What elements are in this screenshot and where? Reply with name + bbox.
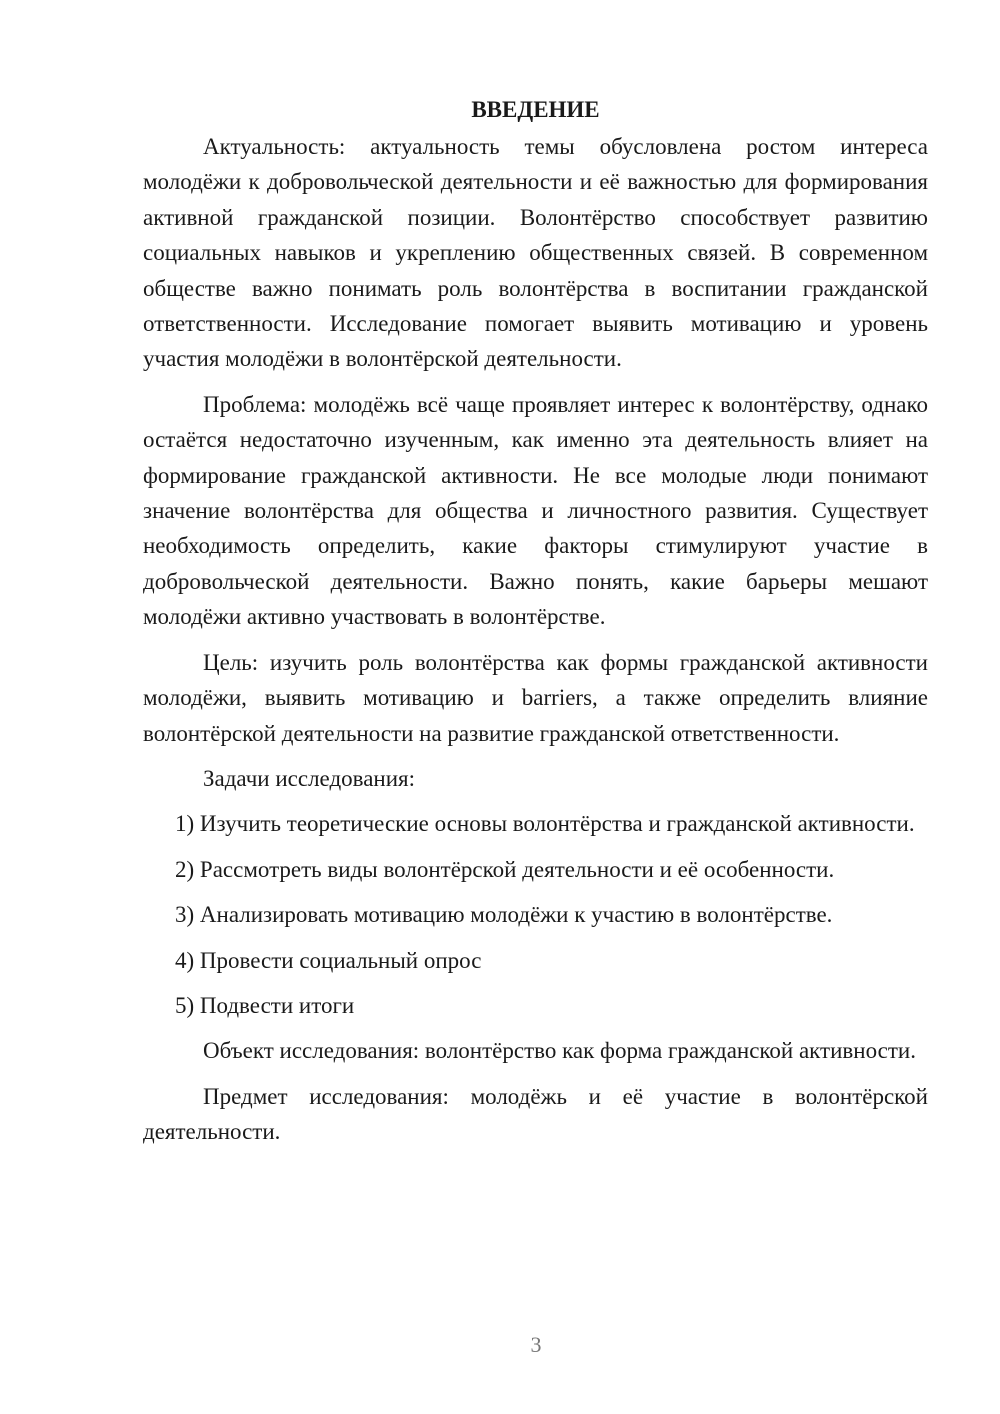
subject-paragraph: Предмет исследования: молодёжь и её участие в волонтёрской деятельности. — [143, 1083, 928, 1145]
task-item-1: 1) Изучить теоретические основы волонтёрства и гражданской активности. — [175, 811, 915, 837]
object-paragraph: Объект исследования: волонтёрство как форма гражданской активности. — [203, 1038, 916, 1064]
task-item-3: 3) Анализировать мотивацию молодёжи к участию в волонтёрстве. — [175, 902, 833, 928]
task-item-4: 4) Провести социальный опрос — [175, 947, 482, 973]
task-item-2: 2) Рассмотреть виды волонтёрской деятельности и её особенности. — [175, 856, 835, 882]
page-number: 3 — [530, 1332, 542, 1357]
document-page — [143, 92, 928, 1160]
problem-paragraph: Проблема: молодёжь всё чаще проявляет интерес к волонтёрству, однако остаётся недостаточно изученным, как именно эта деятельность влияет на формирование гражданской активности. Не все молодые люди понимают значение волонтёрства для общества и личностного развития. Существует необходимость определить, какие факторы стимулируют участие в добровольческой деятельности. Важно понять, какие барьеры мешают молодёжи активно участвовать в волонтёрстве. — [143, 391, 928, 630]
goal-paragraph: Цель: изучить роль волонтёрства как формы гражданской активности молодёжи, выявить мотивацию и barriers, а также определить влияние волонтёрской деятельности на развитие гражданской ответственности. — [143, 649, 928, 746]
tasks-heading: Задачи исследования: — [203, 765, 416, 791]
relevance-paragraph: Актуальность: актуальность темы обусловлена ростом интереса молодёжи к добровольческой деятельности и её важностью для формирования активной гражданской позиции. Волонтёрство способствует развитию социальных навыков и укреплению общественных связей. В современном обществе важно понимать роль волонтёрства в воспитании гражданской ответственности. Исследование помогает выявить мотивацию и уровень участия молодёжи в волонтёрской деятельности. — [143, 134, 928, 372]
page-title: ВВЕДЕНИЕ — [471, 97, 600, 122]
task-item-5: 5) Подвести итоги — [175, 992, 355, 1018]
